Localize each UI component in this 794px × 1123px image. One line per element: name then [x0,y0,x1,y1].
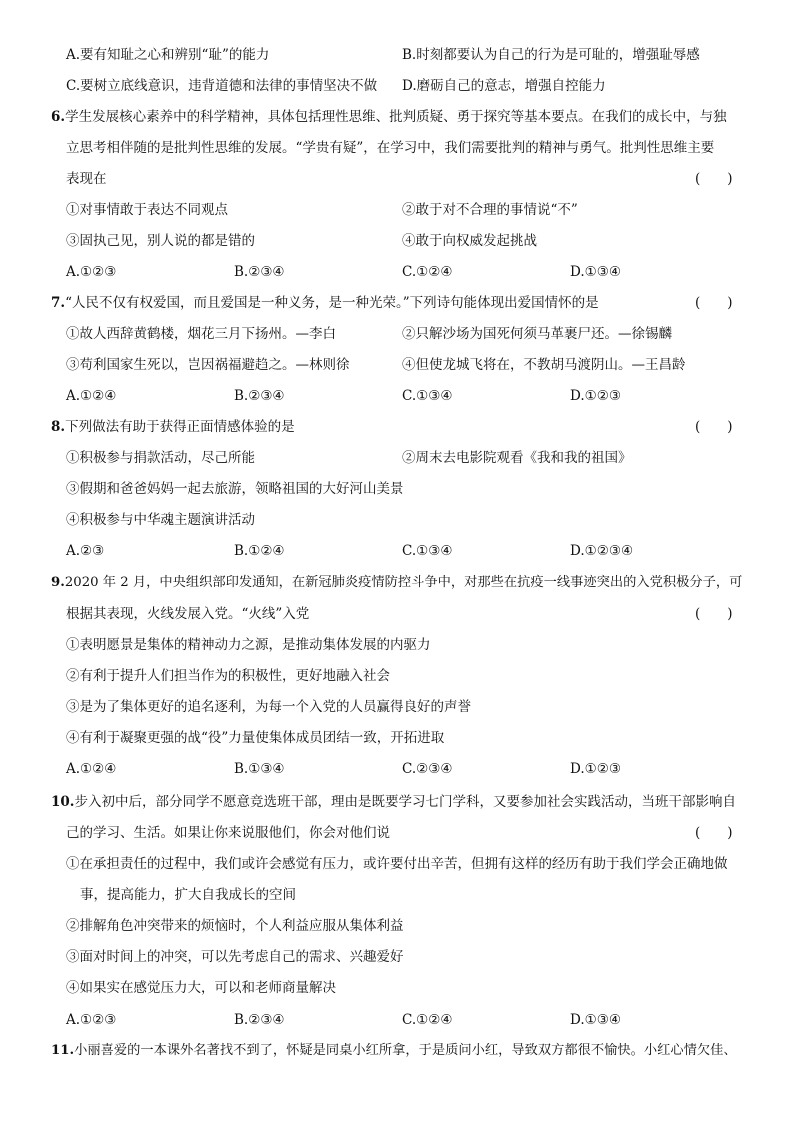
q9-option-a[interactable]: A.①②④ [66,761,117,777]
q10-stem-line1 [51,793,736,811]
q8-option-b[interactable]: B.①②④ [234,543,285,559]
q9-statement-2: ②有利于提升人们担当作为的积极性，更好地融入社会 [66,668,390,684]
q7-stem-line1 [51,294,599,312]
q7-option-c[interactable]: C.①③④ [402,388,453,404]
q6-statement-2: ②敢于对不合理的事情说“不” [402,202,578,218]
q10-option-d[interactable]: D.①③④ [570,1012,621,1028]
q8-stem-text: 下列做法有助于获得正面情感体验的是 [65,419,295,435]
q7-statement-1: ①故人西辞黄鹤楼，烟花三月下扬州。—李白 [66,326,336,342]
q9-option-d[interactable]: D.①②③ [570,761,621,777]
q8-stem-line1 [51,418,295,436]
q9-option-c[interactable]: C.②③④ [402,761,453,777]
q10-answer-blank[interactable]: ( ) [695,825,733,841]
q10-statement-4: ④如果实在感觉压力大，可以和老师商量解决 [66,980,336,996]
q10-number: 10. [51,794,75,810]
q9-stem-text: 2020 年 2 月，中央组织部印发通知，在新冠肺炎疫情防控斗争中，对那些在抗疫一线事迹突出的入党积极分子，可 [64,575,743,590]
q6-stem-line1 [51,108,727,126]
q10-statement-1b: 事，提高能力，扩大自我成长的空间 [80,887,296,903]
q6-stem-line3: 表现在 [66,171,107,187]
q8-answer-blank[interactable]: ( ) [695,419,733,435]
q6-stem-line2: 立思考相伴随的是批判性思维的发展。“学贵有疑”，在学习中，我们需要批判的精神与勇气。批判性思维主要 [66,140,715,156]
q6-number: 6. [51,109,66,125]
q8-statement-4: ④积极参与中华魂主题演讲活动 [66,512,255,528]
q8-statement-2: ②周末去电影院观看《我和我的祖国》 [402,450,632,466]
q7-stem-text: “人民不仅有权爱国，而且爱国是一种义务，是一种光荣。”下列诗句能体现出爱国情怀的是 [65,295,599,311]
q9-stem-line1 [51,574,742,592]
q6-option-d[interactable]: D.①③④ [570,264,621,280]
q9-statement-3: ③是为了集体更好的追名逐利，为每一个入党的人员赢得良好的声誉 [66,699,471,715]
q6-statement-3: ③固执己见，别人说的都是错的 [66,233,255,249]
q7-option-a[interactable]: A.①②④ [66,388,117,404]
q6-statement-1: ①对事情敢于表达不同观点 [66,202,228,218]
q9-answer-blank[interactable]: ( ) [695,606,733,622]
q9-stem-line2: 根据其表现，火线发展入党。“火线”入党 [66,606,310,622]
q6-stem-text: 学生发展核心素养中的科学精神，具体包括理性思维、批判质疑、勇于探究等基本要点。在我们的成长中，与独 [65,109,727,125]
q7-answer-blank[interactable]: ( ) [695,295,733,311]
q5-option-b[interactable]: B.时刻都要认为自己的行为是可耻的，增强耻辱感 [402,47,700,63]
q10-statement-3: ③面对时间上的冲突，可以先考虑自己的需求、兴趣爱好 [66,949,404,965]
q10-option-b[interactable]: B.②③④ [234,1012,285,1028]
q11-stem-line1 [51,1042,737,1060]
q9-statement-1: ①表明愿景是集体的精神动力之源，是推动集体发展的内驱力 [66,637,431,653]
q8-statement-3: ③假期和爸爸妈妈一起去旅游，领略祖国的大好河山美景 [66,481,404,497]
q11-number: 11. [51,1043,75,1058]
q8-statement-1: ①积极参与捐款活动，尽己所能 [66,450,255,466]
q8-number: 8. [51,419,66,435]
q8-option-a[interactable]: A.②③ [66,543,105,559]
q6-option-c[interactable]: C.①②④ [402,264,453,280]
q7-option-d[interactable]: D.①②③ [570,388,621,404]
q8-option-c[interactable]: C.①③④ [402,543,453,559]
q9-option-b[interactable]: B.①③④ [234,761,285,777]
q8-option-d[interactable]: D.①②③④ [570,543,634,559]
q10-stem-text: 步入初中后，部分同学不愿意竞选班干部，理由是既要学习七门学科，又要参加社会实践活动，当班干部影响自 [74,794,736,810]
q7-statement-2: ②只解沙场为国死何须马革裹尸还。—徐锡麟 [402,326,672,342]
q6-answer-blank[interactable]: ( ) [695,171,733,187]
q9-number: 9. [51,575,65,590]
q7-number: 7. [51,295,66,311]
q10-statement-1a: ①在承担责任的过程中，我们或许会感觉有压力，或许要付出辛苦，但拥有这样的经历有助于我们学会正确地做 [66,856,728,872]
q5-option-c[interactable]: C.要树立底线意识，违背道德和法律的事情坚决不做 [66,78,378,94]
q10-statement-2: ②排解角色冲突带来的烦恼时，个人利益应服从集体利益 [66,918,404,934]
q5-option-d[interactable]: D.磨砺自己的意志，增强自控能力 [402,78,606,94]
q7-option-b[interactable]: B.②③④ [234,388,285,404]
q6-option-a[interactable]: A.①②③ [66,264,117,280]
q10-option-a[interactable]: A.①②③ [66,1012,117,1028]
q10-stem-line2: 己的学习、生活。如果让你来说服他们，你会对他们说 [66,825,390,841]
q6-statement-4: ④敢于向权威发起挑战 [402,233,537,249]
q7-statement-4: ④但使龙城飞将在，不教胡马渡阴山。—王昌龄 [402,357,686,373]
q10-option-c[interactable]: C.①②④ [402,1012,453,1028]
q6-option-b[interactable]: B.②③④ [234,264,285,280]
q7-statement-3: ③苟利国家生死以，岂因祸福避趋之。—林则徐 [66,357,350,373]
q5-option-a[interactable]: A.要有知耻之心和辨别“耻”的能力 [66,47,270,63]
q9-statement-4: ④有利于凝聚更强的战“役”力量使集体成员团结一致，开拓进取 [66,730,445,746]
q11-stem-text: 小丽喜爱的一本课外名著找不到了，怀疑是同桌小红所拿，于是质问小红，导致双方都很不愉快。小红心情欠佳、 [74,1043,737,1058]
